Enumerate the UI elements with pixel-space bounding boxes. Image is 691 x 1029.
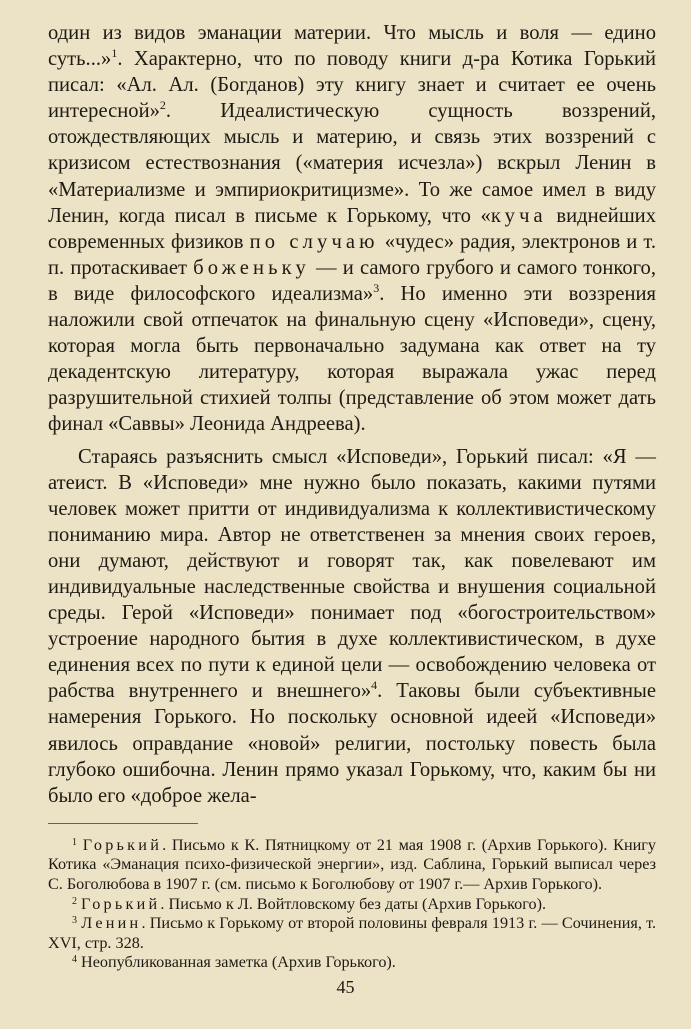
footnotes xyxy=(48,836,656,973)
footnote-text: Неопубликованная заметка (Архив Горького). xyxy=(81,953,396,972)
text-run: один из видов эманации материи. Что мысль и воля — едино суть...» xyxy=(48,22,656,71)
text-run: — и самого грубого и самого тонкого, в виде философского идеализма» xyxy=(48,256,656,305)
footnote-marker: 4 xyxy=(72,954,77,966)
paragraph-1 xyxy=(48,20,656,438)
footnote-1 xyxy=(48,836,656,895)
footnote-ref-1: 1 xyxy=(111,46,118,61)
footnote-text: . Письмо к К. Пятницкому от 21 мая 1908 г. (Архив Горького). Книгу Котика «Эманация психо-физической энергии», изд. Саблина, Горький выписал через С. Боголюбова в 1907 г. (см. письмо к Боголюбову от 1907 г.— Архив Горького). xyxy=(48,835,656,893)
text-run: виднейших современных физиков xyxy=(48,204,656,253)
text-run: «чудес» радия, электронов и т. п. протаскивает xyxy=(48,230,656,279)
text-run: . Идеалистическую сущность воззрений, отождествляющих мысль и материю, и связь этих воззрений с кризисом естествознания («материя исчезла») вскрыл Ленин в «Материализме и эмпириокритицизме». То же самое имел в виду Ленин, когда писал в письме к Горькому, что « xyxy=(48,100,656,227)
footnote-marker: 1 xyxy=(72,836,77,848)
footnote-ref-3: 3 xyxy=(373,280,380,295)
footnote-ref-2: 2 xyxy=(159,98,166,113)
text-run: . Но именно эти воззрения наложили свой отпечаток на финальную сцену «Исповеди», сцену, которая могла быть первоначально задумана как ответ на ту декадентскую литературу, которая выражала ужас перед разрушительной стихией толпы (представление об этом может дать финал «Саввы» Леонида Андреева). xyxy=(48,282,656,436)
text-run: Стараясь разъяснить смысл «Исповеди», Горький писал: «Я — атеист. В «Исповеди» мне нужно было показать, какими путями человек может притти от индивидуализма к коллективистическому пониманию мира. Автор не ответственен за мнения своих героев, они думают, действуют и говорят так, как повелевают им индивидуальные наследственные свойства и внушения социальной среды. Герой «Исповеди» понимает под «богостроительством» устроение народного бытия в духе коллективистическом, в духе единения всех по пути к единой цели — освобождению человека от рабства внутреннего и внешнего» xyxy=(48,445,656,703)
spaced-emphasis: куча xyxy=(490,204,547,227)
footnote-author: Горький xyxy=(81,894,161,913)
page-content xyxy=(48,20,656,973)
footnote-divider xyxy=(48,823,198,824)
footnote-2 xyxy=(48,895,656,915)
footnote-ref-4: 4 xyxy=(371,678,378,693)
footnote-marker: 3 xyxy=(72,915,77,927)
paragraph-2 xyxy=(48,444,656,809)
text-run: . Таковы были субъективные намерения Горького. Но поскольку основной идеей «Исповеди» явилось оправдание «новой» религии, постольку повесть была глубоко ошибочна. Ленин прямо указал Горькому, что, каким бы ни было его «доброе жела- xyxy=(48,680,656,807)
footnote-marker: 2 xyxy=(72,895,77,907)
text-run: . Характерно, что по поводу книги д-ра Котика Горький писал: «Ал. Ал. (Богданов) эту книгу знает и считает ее очень интересной» xyxy=(48,48,656,123)
spaced-emphasis: по случаю xyxy=(249,230,379,253)
footnote-text: . Письмо к Л. Войтловскому без даты (Архив Горького). xyxy=(160,894,547,913)
page-number: 45 xyxy=(336,977,355,997)
footnote-3 xyxy=(48,914,656,953)
footnote-author: Горький xyxy=(82,835,163,854)
footnote-author: Ленин xyxy=(81,914,142,933)
footnote-4 xyxy=(48,953,656,973)
spaced-emphasis: боженьку xyxy=(193,256,310,279)
footnote-text: . Письмо к Горькому от второй половины февраля 1913 г. — Сочинения, т. XVI, стр. 328. xyxy=(48,914,656,952)
